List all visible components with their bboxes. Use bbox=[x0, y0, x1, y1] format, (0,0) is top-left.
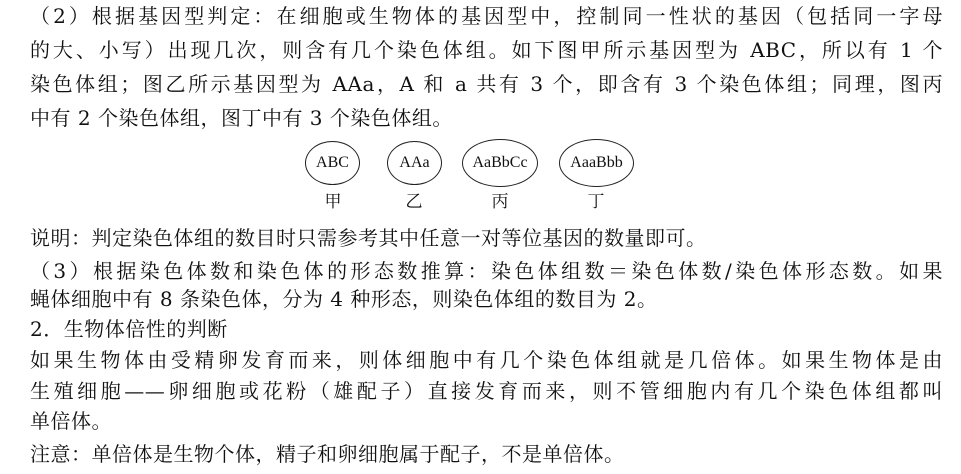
section-2-heading: 2．生物体倍性的判断 bbox=[30, 317, 228, 341]
paragraph-3-line-1: （3）根据染色体数和染色体的形态数推算：染色体组数＝染色体数/染色体形态数。如果 bbox=[30, 259, 943, 283]
cell-ellipse-bing: AaBbCc bbox=[462, 139, 538, 187]
paragraph-1-line-4: 中有 2 个染色体组，图丁中有 3 个染色体组。 bbox=[30, 106, 453, 130]
section-2-line-3: 单倍体。 bbox=[30, 409, 112, 433]
cell-ellipse-ding: AaaBbb bbox=[559, 139, 634, 187]
note-attention: 注意：单倍体是生物个体，精子和卵细胞属于配子，不是单倍体。 bbox=[30, 442, 625, 466]
note-explanation: 说明：判定染色体组的数目时只需参考其中任意一对等位基因的数量即可。 bbox=[30, 226, 707, 250]
caption-jia: 甲 bbox=[324, 192, 342, 212]
paragraph-3-line-2: 蝇体细胞中有 8 条染色体，分为 4 种形态，则染色体组的数目为 2。 bbox=[30, 287, 658, 311]
cell-ellipse-yi: AAa bbox=[387, 141, 442, 185]
paragraph-1-line-2: 的大、小写）出现几次，则含有几个染色体组。如下图甲所示基因型为 ABC，所以有 1 个 bbox=[30, 38, 943, 62]
paragraph-1-line-3: 染色体组；图乙所示基因型为 AAa，A 和 a 共有 3 个，即含有 3 个染色体组；同理，图丙 bbox=[30, 72, 943, 96]
caption-bing: 丙 bbox=[491, 192, 509, 212]
paragraph-1-line-1: （2）根据基因型判定：在细胞或生物体的基因型中，控制同一性状的基因（包括同一字母 bbox=[30, 4, 943, 28]
cell-ellipse-jia: ABC bbox=[305, 141, 360, 185]
section-2-line-1: 如果生物体由受精卵发育而来，则体细胞中有几个染色体组就是几倍体。如果生物体是由 bbox=[30, 348, 943, 372]
caption-ding: 丁 bbox=[587, 192, 605, 212]
caption-yi: 乙 bbox=[405, 192, 423, 212]
section-2-line-2: 生殖细胞——卵细胞或花粉（雄配子）直接发育而来，则不管细胞内有几个染色体组都叫 bbox=[30, 379, 943, 403]
